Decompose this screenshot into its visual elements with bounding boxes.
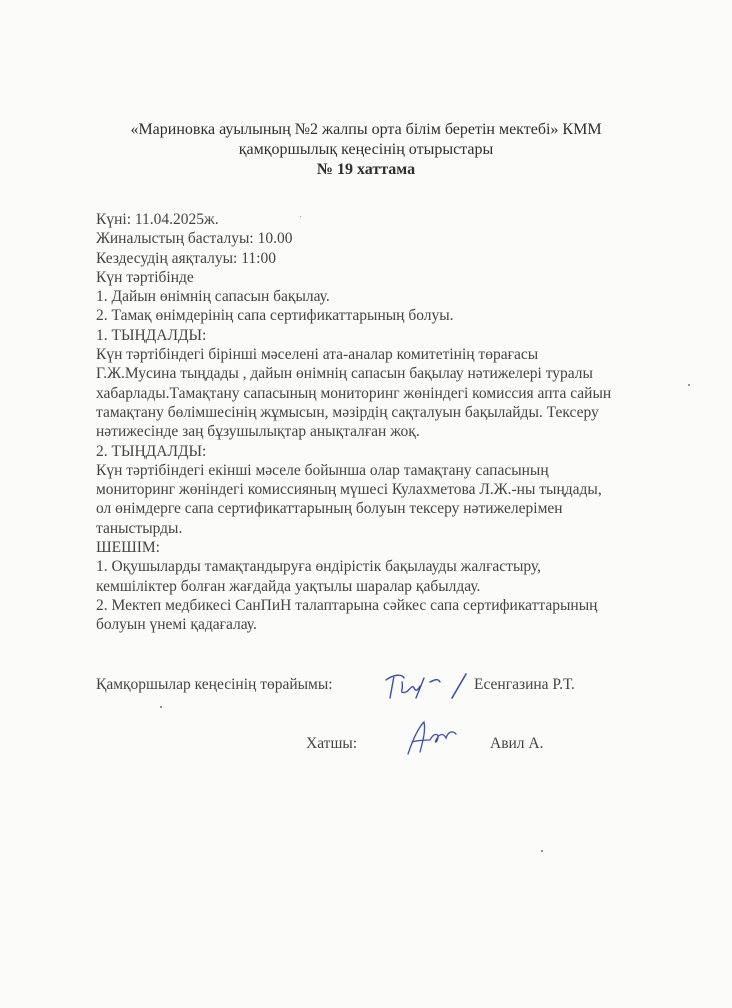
decision-heading: ШЕШІМ: bbox=[96, 539, 160, 557]
decision-item-1-cont: кемшіліктер болған жағдайда уақтылы шаралар қабылдау. bbox=[96, 577, 481, 595]
start-time-line: Жиналыстың басталуы: 10.00 bbox=[96, 230, 293, 248]
chair-signature-label: Қамқоршылар кеңесінің төрайымы: bbox=[96, 676, 333, 693]
scan-speck bbox=[541, 850, 543, 852]
header-organization-line: «Мариновка ауылының №2 жалпы орта білім беретін мектебі» КММ bbox=[130, 121, 602, 138]
protocol-number: № 19 хаттама bbox=[316, 161, 416, 178]
decision-item-2-cont: болуын үнемі қадағалау. bbox=[96, 616, 257, 634]
scan-speck bbox=[160, 706, 162, 708]
document-header bbox=[0, 120, 732, 180]
heard-1-text-line: Күн тәртібіндегі бірінші мәселені ата-аналар комитетінің төрағасы bbox=[96, 346, 539, 364]
heard-2-text-line: Күн тәртібіндегі екінші мәселе бойынша олар тамақтану сапасының bbox=[96, 461, 549, 479]
heard-1-heading: 1. ТЫҢДАЛДЫ: bbox=[96, 326, 207, 344]
agenda-item-2: 2. Тамақ өнімдерінің сапа сертификаттарының болуы. bbox=[96, 307, 454, 325]
date-line: Күні: 11.04.2025ж. bbox=[96, 211, 219, 228]
heard-2-text-line: таныстырды. bbox=[96, 519, 183, 537]
agenda-heading: Күн тәртібінде bbox=[96, 268, 194, 286]
heard-2-heading: 2. ТЫҢДАЛДЫ: bbox=[96, 442, 207, 460]
heard-2-text-line: мониторинг жөніндегі комиссияның мүшесі Кулахметова Л.Ж.-ны тыңдады, bbox=[96, 481, 602, 499]
secretary-name: Авил А. bbox=[490, 735, 544, 752]
document-body bbox=[96, 210, 676, 635]
end-time-line: Кездесудің аяқталуы: 11:00 bbox=[96, 249, 276, 267]
scan-speck bbox=[688, 384, 690, 386]
chair-name: Есенгазина Р.Т. bbox=[474, 676, 575, 693]
heard-2-text-line: ол өнімдерге сапа сертификаттарының болуын тексеру нәтижелерімен bbox=[96, 500, 563, 518]
header-council-line: қамқоршылық кеңесінің отырыстары bbox=[238, 141, 494, 158]
decision-item-2: 2. Мектеп медбикесі СанПиН талаптарына сәйкес сапа сертификаттарының bbox=[96, 596, 598, 614]
scan-speck bbox=[300, 216, 301, 217]
heard-1-text-line: нәтижесінде заң бұзушылықтар анықталған жоқ. bbox=[96, 423, 420, 441]
heard-1-text-line: Г.Ж.Мусина тыңдады , дайын өнімнің сапасын бақылау нәтижелері туралы bbox=[96, 365, 593, 383]
heard-1-text-line: хабарлады.Тамақтану сапасының мониторинг жөніндегі комиссия апта сайын bbox=[96, 384, 612, 402]
secretary-signature-label: Хатшы: bbox=[306, 735, 358, 752]
chair-signature bbox=[380, 668, 476, 704]
decision-item-1: 1. Оқушыларды тамақтандыруға өндірістік бақылауды жалғастыру, bbox=[96, 558, 541, 576]
agenda-item-1: 1. Дайын өнімнің сапасын бақылау. bbox=[96, 288, 330, 306]
heard-1-text-line: тамақтану бөлімшесінің жұмысын, мәзірдің сақталуын бақылайды. Тексеру bbox=[96, 403, 599, 421]
secretary-signature bbox=[402, 714, 464, 760]
